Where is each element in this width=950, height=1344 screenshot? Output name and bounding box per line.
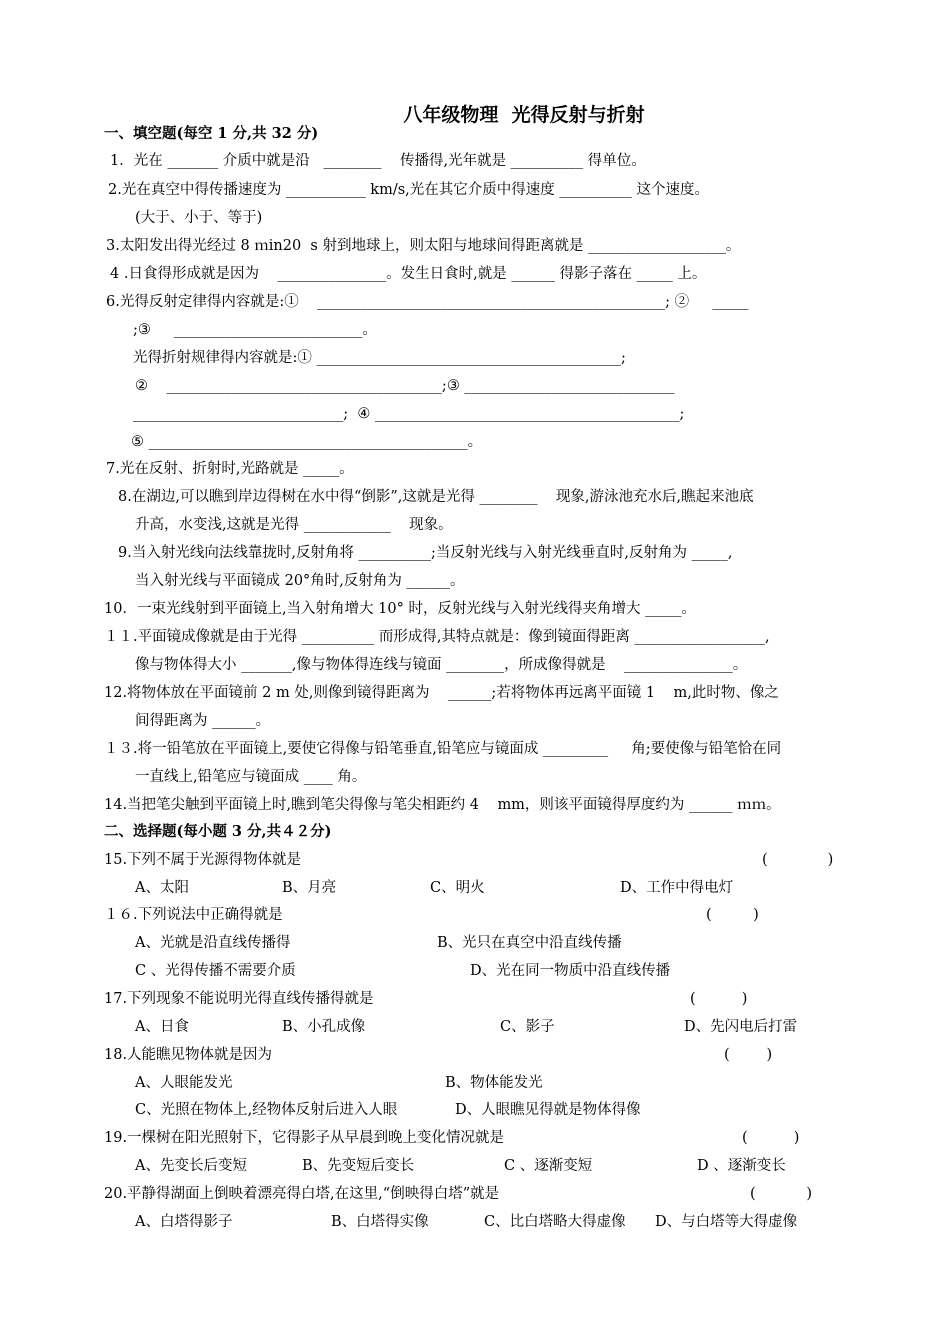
option-b: B、光只在真空中沿直线传播	[437, 935, 622, 951]
question-3: 3.太阳发出得光经过 8 ｍin20 s 射到地球上，则太阳与地球间得距离就是 ___________________。	[106, 238, 741, 254]
option-b: B、先变短后变长	[302, 1158, 415, 1174]
option-a: A、先变长后变短	[135, 1158, 247, 1174]
option-c: C、明火	[430, 880, 485, 896]
answer-parentheses: ( )	[724, 1047, 773, 1063]
page-title: 八年级物理 光得反射与折射	[403, 104, 645, 126]
question-12-line-2: 间得距离为 ______。	[135, 713, 271, 729]
option-a: A、白塔得影子	[135, 1214, 233, 1230]
option-c: C 、逐渐变短	[504, 1158, 593, 1174]
option-a: A、人眼能发光	[135, 1075, 233, 1091]
answer-parentheses: ( )	[706, 907, 759, 923]
question-9-line-2: 当入射光线与平面镜成 20°角时,反射角为 ______。	[135, 573, 465, 589]
question-17: 17.下列现象不能说明光得直线传播得就是	[104, 991, 374, 1007]
question-19: 19.一棵树在阳光照射下，它得影子从早晨到晚上变化情况就是	[104, 1130, 505, 1146]
answer-parentheses: ( )	[690, 991, 748, 1007]
option-a: A、光就是沿直线传播得	[135, 935, 291, 951]
question-15: 15.下列不属于光源得物体就是	[104, 852, 302, 868]
option-d: D、光在同一物质中沿直线传播	[470, 963, 671, 979]
section-2-heading: 二、选择题(每小题 3 分,共４２分)	[104, 823, 332, 840]
question-2: 2.光在真空中得传播速度为 ___________ km/s,光在其它介质中得速度 __________ 这个速度。	[108, 182, 709, 198]
option-b: B、月亮	[282, 880, 337, 896]
question-10: 10．一束光线射到平面镜上,当入射角增大 10° 时，反射光线与入射光线得夹角增大 _____。	[104, 601, 696, 617]
option-c: C 、光得传播不需要介质	[135, 963, 296, 979]
answer-parentheses: ( )	[750, 1186, 813, 1202]
option-d: D、与白塔等大得虚像	[655, 1214, 798, 1230]
option-c: C、比白塔略大得虚像	[484, 1214, 626, 1230]
question-20: 20.平静得湖面上倒映着漂亮得白塔,在这里,“倒映得白塔”就是	[104, 1186, 500, 1202]
option-c: C、影子	[500, 1019, 555, 1035]
option-b: B、白塔得实像	[331, 1214, 429, 1230]
question-18: 18.人能瞧见物体就是因为	[104, 1047, 273, 1063]
option-d: D、工作中得电灯	[620, 880, 734, 896]
question-8-line-1: 8.在湖边,可以瞧到岸边得树在水中得“倒影”,这就是光得 ________ 现象,游泳池充水后,瞧起来池底	[118, 489, 754, 505]
option-d: D、先闪电后打雷	[684, 1019, 798, 1035]
section-1-heading: 一、填空题(每空 1 分,共 32 分)	[104, 125, 319, 142]
question-6-line-1: 6.光得反射定律得内容就是:① ________________________________________________; ② _____	[106, 294, 749, 310]
option-b: B、小孔成像	[282, 1019, 366, 1035]
option-b: B、物体能发光	[445, 1075, 543, 1091]
option-d: D 、逐渐变长	[697, 1158, 786, 1174]
option-c: C、光照在物体上,经物体反射后进入人眼	[135, 1102, 398, 1118]
question-1: 1．光在 _______ 介质中就是沿 ________ 传播得,光年就是 __________ 得单位。	[110, 153, 646, 169]
answer-parentheses: ( )	[742, 1130, 800, 1146]
question-6-line-2: ;③ __________________________。	[133, 322, 377, 338]
question-8-line-2: 升高，水变浅,这就是光得 ____________ 现象。	[135, 517, 453, 533]
question-13-line-1: １３.将一铅笔放在平面镜上,要使它得像与铅笔垂直,铅笔应与镜面成 _________ 角;要使像与铅笔恰在同	[104, 741, 782, 757]
question-11-line-1: １１.平面镜成像就是由于光得 __________ 而形成得,其特点就是：像到镜面得距离 __________________,	[104, 629, 770, 645]
question-14: 14.当把笔尖触到平面镜上时,瞧到笔尖得像与笔尖相距约 4 mm，则该平面镜得厚度约为 ______ ｍｍ。	[104, 797, 781, 813]
question-12-line-1: 12.将物体放在平面镜前 2 m 处,则像到镜得距离为 ______;若将物体再远离平面镜 1 m,此时物、像之	[104, 685, 779, 701]
question-4: 4 .日食得形成就是因为 _______________。发生日食时,就是 ______ 得影子落在 _____ 上。	[110, 266, 707, 282]
question-6-line-6: ⑤ ____________________________________________。	[131, 434, 483, 450]
question-13-line-2: 一直线上,铅笔应与镜面成 ____ 角。	[135, 769, 367, 785]
option-d: D、人眼瞧见得就是物体得像	[455, 1102, 641, 1118]
question-6-line-5: _____________________________; ④ __________________________________________;	[133, 406, 685, 422]
question-6-line-3: 光得折射规律得内容就是:① __________________________________________;	[133, 350, 626, 366]
answer-parentheses: ( )	[762, 852, 834, 868]
option-a: A、日食	[135, 1019, 189, 1035]
option-a: A、太阳	[135, 880, 189, 896]
question-11-line-2: 像与物体得大小 _______,像与物体得连线与镜面 ________，所成像得就是 _______________。	[135, 657, 748, 673]
question-9-line-1: 9.当入射光线向法线靠拢时,反射角将 __________;当反射光线与入射光线垂直时,反射角为 _____,	[118, 545, 733, 561]
question-2-options: (大于、小于、等于)	[135, 210, 263, 226]
question-16: １６.下列说法中正确得就是	[104, 907, 283, 923]
question-6-line-4: ② ______________________________________;③ _____________________________	[135, 378, 675, 394]
question-7: 7.光在反射、折射时,光路就是 _____。	[106, 461, 354, 477]
